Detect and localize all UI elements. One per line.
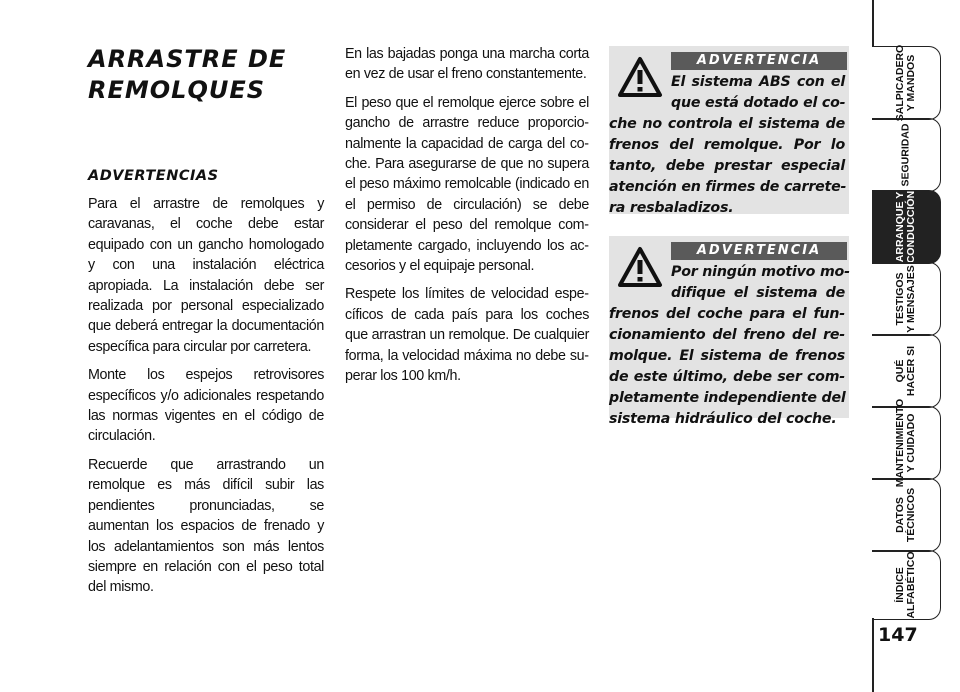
page-title (88, 44, 324, 106)
tab-label: Y MENSAJES (905, 265, 917, 333)
tab-label: CONDUCCIÓN (905, 190, 917, 264)
tab-label: ÍNDICE (894, 567, 906, 603)
page-number: 147 (878, 624, 918, 646)
tab-label: SALPICADERO (894, 44, 906, 122)
warning-line: cionamiento del freno del re- (609, 327, 845, 343)
section-subtitle: ADVERTENCIAS (88, 168, 219, 184)
tab-label: Y CUIDADO (905, 413, 917, 473)
tab-seguridad[interactable] (872, 118, 941, 192)
tab-label: SEGURIDAD (899, 123, 912, 187)
column2-paragraph-1: En las bajadas ponga una marcha corta en vez de usar el freno constantemente. (345, 46, 589, 83)
middle-column (345, 44, 589, 395)
warning-line: El sistema ABS con el (671, 74, 845, 90)
tab-datos-tecnicos[interactable] (872, 478, 941, 552)
tab-mantenimiento[interactable] (872, 398, 941, 488)
tab-label: ARRANQUE Y (894, 191, 906, 263)
warning-line: molque. El sistema de frenos (609, 348, 845, 364)
warning-header: ADVERTENCIA (671, 52, 847, 70)
warning-line: Por ningún motivo mo- (671, 264, 850, 280)
column1-paragraph-3: Recuerde que arrastrando un remolque es más difícil subir las pendientes pronunciadas, se aumentan los espacios de frenado y los adelantamientos son más lentos siempre en relación con el peso total del mismo. (88, 456, 324, 596)
column1-paragraph-2: Monte los espejos retrovisores específicos y/o adicionales respetando las normas vigentes en el código de circulación. (88, 367, 324, 445)
warning-line: de este último, debe ser com- (609, 369, 845, 385)
sidebar-rule-bottom (872, 618, 874, 692)
tab-que-hacer[interactable] (872, 334, 941, 408)
tab-label: HACER SI (905, 345, 917, 397)
warning-line: che no controla el sistema de (609, 116, 845, 132)
title-line-1: ARRASTRE DE (88, 45, 287, 73)
warning-line: frenos del remolque. Por lo (609, 137, 845, 153)
column2-paragraph-3: Respete los límites de velocidad específicos de cada país para los coches que arrastran un remolque. De cualquier forma, la velocidad máxima no debe superar los 100 km/h. (345, 286, 589, 385)
warning-header: ADVERTENCIA (671, 242, 847, 260)
warning-text (609, 262, 850, 430)
sidebar-rule-top (872, 0, 874, 46)
warning-line: ra resbaladizos. (609, 200, 734, 216)
tab-label: Y MANDOS (905, 54, 917, 112)
column1-body (88, 194, 324, 598)
tab-label: ALFABÉTICO (905, 551, 917, 619)
warning-line: frenos del coche para el fun- (609, 306, 845, 322)
warning-text (609, 72, 845, 219)
tab-label: TÉCNICOS (905, 487, 917, 543)
tab-label: TESTIGOS (894, 272, 906, 326)
tab-label: DATOS (894, 497, 906, 533)
warning-line: sistema hidráulico del coche. (609, 411, 837, 427)
warning-line: tanto, debe prestar especial (609, 158, 845, 174)
warning-line: pletamente independiente del (609, 390, 846, 406)
warning-line: difique el sistema de (671, 285, 845, 301)
tab-salpicadero[interactable] (872, 46, 941, 120)
tab-testigos[interactable] (872, 262, 941, 336)
tab-label: QUÉ (894, 359, 906, 383)
warning-line: que está dotado el co- (671, 95, 846, 111)
tab-label: MANTENIMIENTO (894, 398, 906, 488)
column2-paragraph-2: El peso que el remolque ejerce sobre el gancho de arrastre reduce proporcionalmente la capacidad de carga del coche. Para asegurarse de que no supera el peso máximo remolcable (indicado en el permiso de circulación) se debe considerar el peso del remolque completamente cargado, incluyendo los accesorios y el equipaje personal. (345, 94, 589, 275)
tab-indice[interactable] (872, 550, 941, 620)
left-column (88, 44, 324, 606)
column1-paragraph-1: Para el arrastre de remolques y caravanas, el coche debe estar equipado con un gancho homologado y con una instalación eléctrica apropiada. La instalación debe ser realizada por personal especializado que deberá entregar la documentación específica para circular por carretera. (88, 196, 324, 355)
warning-line: atención en firmes de carrete- (609, 179, 847, 195)
title-line-2: REMOLQUES (88, 76, 266, 104)
tab-arranque[interactable] (872, 190, 941, 264)
chapter-sidebar (872, 0, 960, 692)
warning-box-brakes (609, 236, 850, 427)
warning-box-abs (609, 46, 849, 214)
